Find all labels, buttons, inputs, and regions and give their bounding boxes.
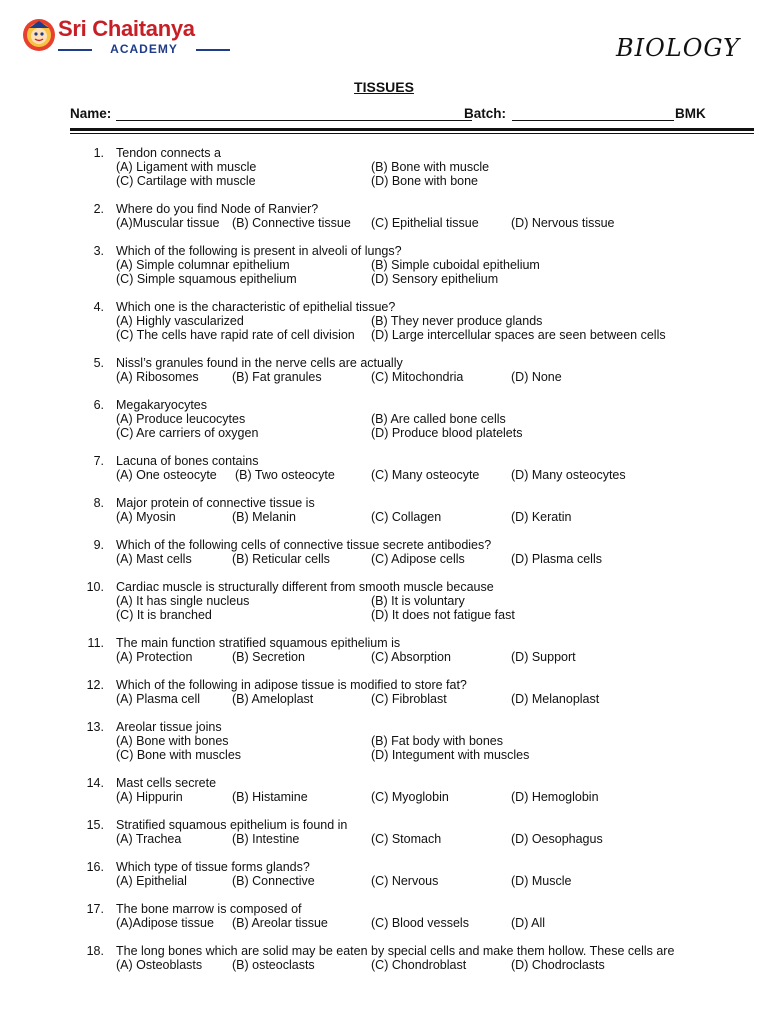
option-a: (A) Myosin bbox=[116, 510, 176, 524]
option-a: (A)Adipose tissue bbox=[116, 916, 214, 930]
question-number: 1. bbox=[93, 146, 104, 160]
question-stem: Where do you find Node of Ranvier? bbox=[116, 202, 319, 216]
option-c: (C) Adipose cells bbox=[371, 552, 465, 566]
option-d: (D) Sensory epithelium bbox=[371, 272, 499, 286]
question-stem: Megakaryocytes bbox=[116, 398, 208, 412]
option-a: (A) Highly vascularized bbox=[116, 314, 244, 328]
option-d: (D) None bbox=[511, 370, 562, 384]
question-number: 8. bbox=[93, 496, 104, 510]
student-info-row bbox=[70, 106, 730, 126]
question-number: 15. bbox=[86, 818, 104, 832]
question-number: 13. bbox=[86, 720, 104, 734]
option-a: (A) Bone with bones bbox=[116, 734, 229, 748]
page-title: TISSUES bbox=[354, 79, 414, 95]
question-number: 11. bbox=[87, 636, 104, 650]
option-d: (D) Support bbox=[511, 650, 576, 664]
option-d: (D) It does not fatigue fast bbox=[371, 608, 515, 622]
question-number: 5. bbox=[93, 356, 104, 370]
option-b: (B) Ameloplast bbox=[232, 692, 314, 706]
option-c: (C) Many osteocyte bbox=[371, 468, 480, 482]
option-d: (D) All bbox=[511, 916, 546, 930]
question-number: 10. bbox=[86, 580, 104, 594]
option-d: (D) Hemoglobin bbox=[511, 790, 599, 804]
option-a: (A) Produce leucocytes bbox=[116, 412, 246, 426]
logo-subtitle bbox=[58, 42, 230, 56]
option-d: (D) Chodroclasts bbox=[511, 958, 605, 972]
option-b: (B) osteoclasts bbox=[232, 958, 315, 972]
question-number: 16. bbox=[86, 860, 104, 874]
option-d: (D) Oesophagus bbox=[511, 832, 603, 846]
header-divider bbox=[70, 133, 754, 134]
question-stem: Areolar tissue joins bbox=[116, 720, 222, 734]
option-b: (B) Fat body with bones bbox=[371, 734, 504, 748]
option-c: (C) It is branched bbox=[116, 608, 212, 622]
option-c: (C) Simple squamous epithelium bbox=[116, 272, 297, 286]
option-d: (D) Integument with muscles bbox=[371, 748, 530, 762]
name-blank-line[interactable] bbox=[116, 120, 472, 121]
question-number: 4. bbox=[93, 300, 104, 314]
option-c: (C) Absorption bbox=[371, 650, 451, 664]
question-stem: Mast cells secrete bbox=[116, 776, 217, 790]
question-number: 12. bbox=[86, 678, 104, 692]
option-a: (A) Hippurin bbox=[116, 790, 183, 804]
option-c: (C) Are carriers of oxygen bbox=[116, 426, 259, 440]
option-a: (A) Plasma cell bbox=[116, 692, 201, 706]
option-b: (B) Histamine bbox=[232, 790, 308, 804]
option-b: (B) Simple cuboidal epithelium bbox=[371, 258, 540, 272]
option-d: (D) Melanoplast bbox=[511, 692, 600, 706]
option-d: (D) Many osteocytes bbox=[511, 468, 626, 482]
question-stem: Major protein of connective tissue is bbox=[116, 496, 315, 510]
option-c: (C) Myoglobin bbox=[371, 790, 449, 804]
name-label: Name: bbox=[70, 106, 112, 121]
option-c: (C) Blood vessels bbox=[371, 916, 469, 930]
question-number: 18. bbox=[86, 944, 104, 958]
question-number: 14. bbox=[86, 776, 104, 790]
option-a: (A) Ligament with muscle bbox=[116, 160, 257, 174]
batch-blank-line[interactable] bbox=[512, 120, 674, 121]
option-d: (D) Large intercellular spaces are seen between cells bbox=[371, 328, 666, 342]
option-b: (B) Reticular cells bbox=[232, 552, 330, 566]
option-c: (C) Stomach bbox=[371, 832, 442, 846]
question-number: 2. bbox=[93, 202, 104, 216]
option-b: (B) Bone with muscle bbox=[371, 160, 490, 174]
option-b: (B) Areolar tissue bbox=[232, 916, 328, 930]
option-d: (D) Plasma cells bbox=[511, 552, 602, 566]
question-stem: Which one is the characteristic of epithelial tissue? bbox=[116, 300, 396, 314]
option-b: (B) Connective tissue bbox=[232, 216, 351, 230]
option-c: (C) Mitochondria bbox=[371, 370, 464, 384]
option-b: (B) It is voluntary bbox=[371, 594, 465, 608]
header-divider bbox=[70, 128, 754, 131]
question-stem: Stratified squamous epithelium is found in bbox=[116, 818, 348, 832]
option-c: (C) Nervous bbox=[371, 874, 439, 888]
academy-logo bbox=[22, 14, 222, 60]
logo-divider bbox=[196, 49, 230, 51]
option-c: (C) Cartilage with muscle bbox=[116, 174, 256, 188]
option-c: (C) Chondroblast bbox=[371, 958, 467, 972]
subject-heading: BIOLOGY bbox=[616, 34, 740, 62]
option-b: (B) Connective bbox=[232, 874, 315, 888]
question-stem: The main function stratified squamous epithelium is bbox=[116, 636, 401, 650]
option-b: (B) Secretion bbox=[232, 650, 305, 664]
option-a: (A) Epithelial bbox=[116, 874, 187, 888]
question-number: 7. bbox=[93, 454, 104, 468]
option-d: (D) Muscle bbox=[511, 874, 572, 888]
option-a: (A) Ribosomes bbox=[116, 370, 199, 384]
question-number: 3. bbox=[93, 244, 104, 258]
logo-name: Sri Chaitanya bbox=[58, 16, 195, 41]
question-stem: Which type of tissue forms glands? bbox=[116, 860, 310, 874]
question-number: 17. bbox=[86, 902, 104, 916]
option-a: (A) Trachea bbox=[116, 832, 182, 846]
mascot-logo-icon bbox=[22, 18, 56, 52]
question-stem: The bone marrow is composed of bbox=[116, 902, 302, 916]
option-d: (D) Produce blood platelets bbox=[371, 426, 523, 440]
logo-subtitle-text: ACADEMY bbox=[110, 42, 178, 56]
option-c: (C) Fibroblast bbox=[371, 692, 447, 706]
option-b: (B) Intestine bbox=[232, 832, 300, 846]
question-stem: Which of the following is present in alveoli of lungs? bbox=[116, 244, 402, 258]
option-d: (D) Keratin bbox=[511, 510, 572, 524]
option-a: (A) Osteoblasts bbox=[116, 958, 203, 972]
option-a: (A) It has single nucleus bbox=[116, 594, 250, 608]
option-c: (C) The cells have rapid rate of cell division bbox=[116, 328, 355, 342]
option-a: (A) Mast cells bbox=[116, 552, 192, 566]
option-a: (A) One osteocyte bbox=[116, 468, 217, 482]
question-stem: Cardiac muscle is structurally different from smooth muscle because bbox=[116, 580, 494, 594]
option-a: (A) Simple columnar epithelium bbox=[116, 258, 290, 272]
batch-suffix: BMK bbox=[675, 106, 706, 121]
option-a: (A) Protection bbox=[116, 650, 193, 664]
option-c: (C) Epithelial tissue bbox=[371, 216, 479, 230]
question-stem: Which of the following cells of connective tissue secrete antibodies? bbox=[116, 538, 492, 552]
option-d: (D) Nervous tissue bbox=[511, 216, 615, 230]
option-b: (B) Fat granules bbox=[232, 370, 322, 384]
question-stem: Lacuna of bones contains bbox=[116, 454, 259, 468]
question-stem: The long bones which are solid may be eaten by special cells and make them hollow. These cells are bbox=[116, 944, 675, 958]
option-b: (B) They never produce glands bbox=[371, 314, 543, 328]
option-a: (A)Muscular tissue bbox=[116, 216, 220, 230]
option-b: (B) Melanin bbox=[232, 510, 296, 524]
batch-label: Batch: bbox=[464, 106, 507, 121]
question-stem: Tendon connects a bbox=[116, 146, 221, 160]
option-c: (C) Collagen bbox=[371, 510, 442, 524]
option-d: (D) Bone with bone bbox=[371, 174, 479, 188]
option-b: (B) Are called bone cells bbox=[371, 412, 506, 426]
question-number: 6. bbox=[93, 398, 104, 412]
question-number: 9. bbox=[93, 538, 104, 552]
option-b: (B) Two osteocyte bbox=[235, 468, 335, 482]
option-c: (C) Bone with muscles bbox=[116, 748, 242, 762]
question-stem: Nissl’s granules found in the nerve cells are actually bbox=[116, 356, 403, 370]
question-stem: Which of the following in adipose tissue is modified to store fat? bbox=[116, 678, 467, 692]
